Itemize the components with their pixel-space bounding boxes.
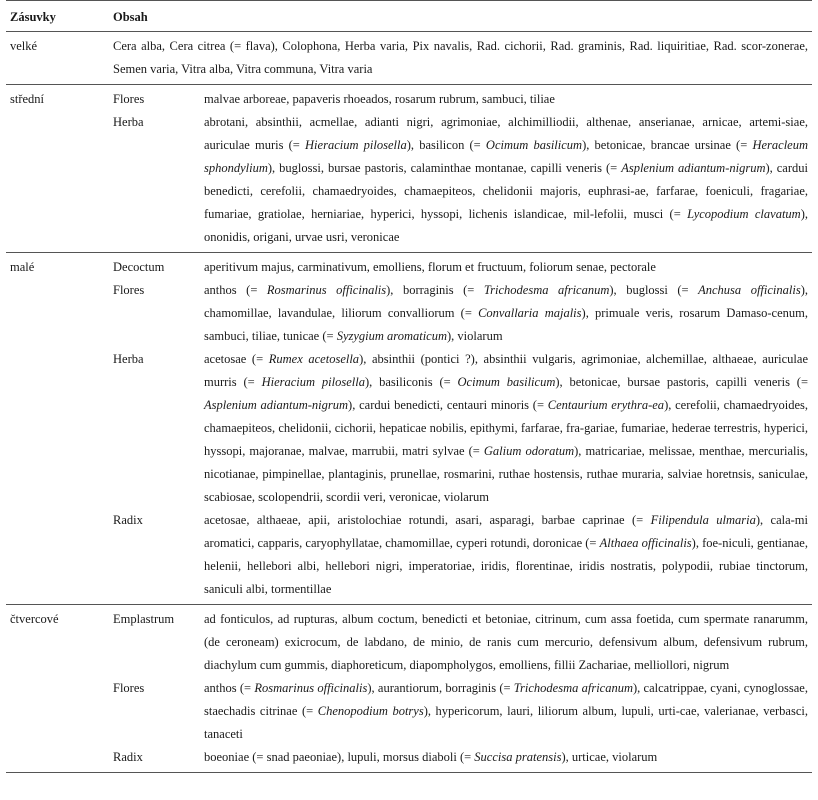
species-name: Hieracium pilosella bbox=[261, 375, 365, 389]
drawer-cell bbox=[6, 746, 109, 773]
drawer-cell: čtvercové bbox=[10, 612, 59, 626]
species-name: Rosmarinus officinalis bbox=[254, 681, 368, 695]
content-cell bbox=[200, 746, 812, 773]
species-name: Chenopodium botrys bbox=[317, 704, 424, 718]
content-text: ), violarum bbox=[447, 329, 503, 343]
species-name: Convallaria majalis bbox=[478, 306, 582, 320]
drawer-group bbox=[6, 85, 812, 253]
content-text: ), buglossi, bursae pastoris, calaminthae montanae, capilli veneris (= bbox=[267, 161, 622, 175]
type-cell: Herba bbox=[113, 352, 144, 366]
content-text: boeoniae (= snad paeoniae), lupuli, morsus diaboli (= bbox=[204, 750, 475, 764]
content-cell bbox=[200, 509, 812, 605]
content-text: ), borraginis (= bbox=[386, 283, 484, 297]
species-name: Filipendula ulmaria bbox=[650, 513, 756, 527]
type-cell: Radix bbox=[113, 513, 143, 527]
header-content: Obsah bbox=[113, 10, 148, 24]
drawer-cell bbox=[6, 111, 109, 253]
drawer-cell bbox=[6, 677, 109, 746]
type-cell: Herba bbox=[113, 115, 144, 129]
drawer-cell: velké bbox=[10, 39, 38, 53]
content-cell bbox=[200, 605, 812, 678]
species-name: Rumex acetosella bbox=[268, 352, 360, 366]
table-row bbox=[6, 111, 812, 253]
species-name: Ocimum basilicum bbox=[485, 138, 583, 152]
content-cell bbox=[200, 85, 812, 112]
content-text: ), cardui benedicti, centauri minoris (= bbox=[348, 398, 548, 412]
species-name: Centaurium erythra-ea bbox=[547, 398, 665, 412]
content-cell bbox=[200, 348, 812, 509]
content-text: ), cala-mi aromatici, capparis, caryophyllatae, chamomillae, cyperi rotundi, doronicae (= bbox=[204, 513, 808, 550]
content-text: ad fonticulos, ad rupturas, album coctum, benedicti et betoniae, citrinum, cum assa foetida, cum spermate ranarumm, (de ceroneam) exicrocum, de labdano, de minio, de ranis cum mercurio, defensivum album, defensivum rubrum, diachylum cum gummis, diaphoreticum, diapompholygos, emolliens, fillii Zachariae, melliollori, nigrum bbox=[204, 612, 808, 672]
table-row bbox=[6, 677, 812, 746]
table-row bbox=[6, 605, 812, 678]
header-row bbox=[6, 1, 812, 32]
content-cell bbox=[200, 111, 812, 253]
table-row bbox=[6, 253, 812, 280]
species-name: Syzygium aromaticum bbox=[336, 329, 447, 343]
species-name: Rosmarinus officinalis bbox=[266, 283, 387, 297]
table-row bbox=[6, 32, 812, 85]
content-text: anthos (= bbox=[204, 283, 267, 297]
drawer-cell: střední bbox=[10, 92, 45, 106]
table-row bbox=[6, 746, 812, 773]
content-text: malvae arboreae, papaveris rhoeados, rosarum rubrum, sambuci, tiliae bbox=[204, 92, 555, 106]
species-name: Galium odoratum bbox=[483, 444, 575, 458]
table-row bbox=[6, 279, 812, 348]
content-text: ), hypericorum, lauri, liliorum album, lupuli, urti-cae, valerianae, verbasci, tanaceti bbox=[204, 704, 808, 741]
drawer-group bbox=[6, 253, 812, 605]
species-name: Asplenium adiantum-nigrum bbox=[204, 398, 349, 412]
species-name: Trichodesma africanum bbox=[513, 681, 634, 695]
content-text: ), absinthii (pontici ?), absinthii vulgaris, agrimoniae, alchemillae, althaeae, auriculae murris (= bbox=[204, 352, 808, 389]
type-cell: Flores bbox=[113, 283, 145, 297]
species-name: Anchusa officinalis bbox=[698, 283, 801, 297]
content-text: ), urticae, violarum bbox=[561, 750, 658, 764]
species-name: Althaea officinalis bbox=[599, 536, 692, 550]
content-text: ), cerefolii, chamaedryoides, chamaepiteos, chelidonii, cichorii, hepaticae nobilis, epithymi, farfarae, fra-gariae, fumariae, hederae terrestris, hyperici, hyssopi, majoranae, malvae, marrubii, matri sylvae (= bbox=[204, 398, 808, 458]
drawer-cell bbox=[6, 348, 109, 509]
species-name: Ocimum basilicum bbox=[457, 375, 556, 389]
species-name: Lycopodium clavatum bbox=[687, 207, 801, 221]
content-text: ), betonicae, brancae ursinae (= bbox=[582, 138, 753, 152]
species-name: Asplenium adiantum-nigrum bbox=[621, 161, 766, 175]
content-text: ), foe-niculi, gentianae, helenii, hellebori albi, hellebori nigri, imperatoriae, iridis, florentinae, iridis nostratis, polypodii, rubiae tinctorum, saniculi albi, tormentillae bbox=[204, 536, 808, 596]
species-name: Heracleum sphondylium bbox=[204, 138, 808, 175]
content-text: ), chamomillae, lavandulae, liliorum convalliorum (= bbox=[204, 283, 808, 320]
content-cell bbox=[200, 253, 812, 280]
content-text: acetosae, althaeae, apii, aristolochiae rotundi, asari, asparagi, barbae caprinae (= bbox=[204, 513, 651, 527]
drawer-group bbox=[6, 32, 812, 85]
table-row bbox=[6, 348, 812, 509]
content-text: ), aurantiorum, borraginis (= bbox=[367, 681, 514, 695]
type-cell: Flores bbox=[113, 681, 145, 695]
content-cell bbox=[200, 677, 812, 746]
type-cell: Flores bbox=[113, 92, 145, 106]
content-text: ), calcatrippae, cyani, cynoglossae, staechadis citrinae (= bbox=[204, 681, 808, 718]
content-text: aperitivum majus, carminativum, emolliens, florum et fructuum, foliorum senae, pectorale bbox=[204, 260, 656, 274]
content-cell bbox=[200, 279, 812, 348]
species-name: Trichodesma africanum bbox=[483, 283, 610, 297]
drawer-cell bbox=[6, 509, 109, 605]
drawer-contents-table bbox=[6, 0, 812, 773]
content-text: anthos (= bbox=[204, 681, 255, 695]
content-text: ), buglossi (= bbox=[609, 283, 699, 297]
content-text: ), primuale veris, rosarum Damaso-cenum, sambuci, tiliae, tunicae (= bbox=[204, 306, 808, 343]
content-text: ), matricariae, melissae, menthae, mercurialis, nicotianae, pimpinellae, plantaginis, prunellae, rosmarini, ruthae hostensis, ruthae muraria, salviae horetnsis, saniculae, scabiosae, scolopendrii, scordii veri, veronicae, violarum bbox=[204, 444, 808, 504]
header-drawer: Zásuvky bbox=[10, 10, 56, 24]
drawer-cell: malé bbox=[10, 260, 35, 274]
table-row bbox=[6, 85, 812, 112]
document-page bbox=[6, 0, 812, 773]
content-text: ), cardui benedicti, cerefolii, chamaedryoides, chamaepiteos, chelidonii majoris, euphrasi-ae, farfarae, foeniculi, fragariae, fumariae, gratiolae, herniariae, hyperici, hyssopi, lichenis islandicae, mil-lefolii, musci (= bbox=[204, 161, 808, 221]
table-header bbox=[6, 1, 812, 32]
content-text: Cera alba, Cera citrea (= flava), Colophona, Herba varia, Pix navalis, Rad. cichorii, Rad. graminis, Rad. liquiritiae, Rad. scor-zonerae, Semen varia, Vitra alba, Vitra communa, Vitra varia bbox=[113, 39, 808, 76]
drawer-group bbox=[6, 605, 812, 773]
content-text: ), ononidis, origani, urvae usri, veronicae bbox=[204, 207, 809, 244]
drawer-cell bbox=[6, 279, 109, 348]
type-cell: Decoctum bbox=[113, 260, 165, 274]
content-text: abrotani, absinthii, acmellae, adianti nigri, agrimoniae, alchimilliodii, althenae, anserianae, arnicae, artemi-siae, auriculae muris (= bbox=[204, 115, 808, 152]
content-text: ), basilicon (= bbox=[406, 138, 486, 152]
content-text: ), betonicae, bursae pastoris, capilli veneris (= bbox=[555, 375, 809, 389]
species-name: Succisa pratensis bbox=[474, 750, 562, 764]
content-cell bbox=[109, 32, 812, 85]
content-text: ), basiliconis (= bbox=[364, 375, 458, 389]
table-row bbox=[6, 509, 812, 605]
species-name: Hieracium pilosella bbox=[305, 138, 407, 152]
type-cell: Emplastrum bbox=[113, 612, 175, 626]
type-cell: Radix bbox=[113, 750, 143, 764]
content-text: acetosae (= bbox=[204, 352, 269, 366]
